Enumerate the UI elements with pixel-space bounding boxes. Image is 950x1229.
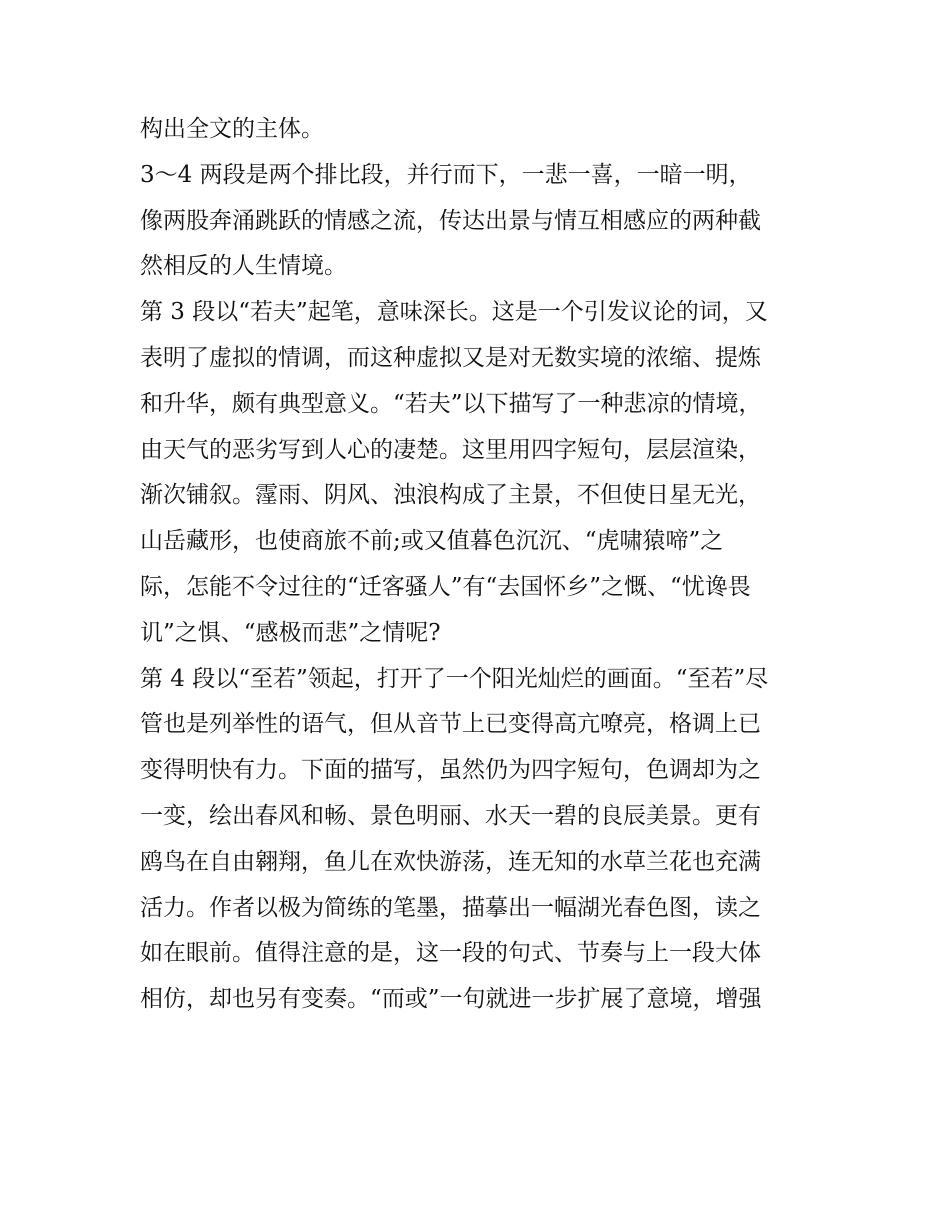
text-line: 由天气的恶劣写到人心的凄楚。这里用四字短句，层层渲染， [140, 436, 761, 463]
text-line: 第 3 段以“若夫”起笔，意味深长。这是一个引发议论的词，又 [140, 299, 768, 326]
text-line: 山岳藏形，也使商旅不前;或又值暮色沉沉、“虎啸猿啼”之 [140, 528, 724, 555]
text-line: 表明了虚拟的情调，而这种虚拟又是对无数实境的浓缩、提炼 [140, 344, 761, 371]
text-line: 3～4 两段是两个排比段，并行而下，一悲一喜，一暗一明， [140, 161, 752, 188]
text-line: 一变，绘出春风和畅、景色明丽、水天一碧的良辰美景。更有 [140, 802, 761, 829]
text-line: 讥”之惧、“感极而悲”之情呢? [140, 619, 441, 646]
text-line: 渐次铺叙。霪雨、阴风、浊浪构成了主景，不但使日星无光， [140, 482, 761, 509]
text-line: 际，怎能不令过往的“迁客骚人”有“去国怀乡”之慨、“忧谗畏 [140, 573, 751, 600]
text-line: 像两股奔涌跳跃的情感之流，传达出景与情互相感应的两种截 [140, 207, 761, 234]
body-text [140, 107, 820, 1023]
text-line: 然相反的人生情境。 [140, 253, 347, 280]
text-line: 相仿，却也另有变奏。“而或”一句就进一步扩展了意境，增强 [140, 986, 762, 1013]
text-line: 变得明快有力。下面的描写，虽然仍为四字短句，色调却为之 [140, 757, 761, 784]
text-line: 活力。作者以极为简练的笔墨，描摹出一幅湖光春色图，读之 [140, 894, 761, 921]
text-line: 第 4 段以“至若”领起，打开了一个阳光灿烂的画面。“至若”尽 [140, 665, 769, 692]
text-line: 构出全文的主体。 [140, 116, 324, 142]
text-line: 如在眼前。值得注意的是，这一段的句式、节奏与上一段大体 [140, 940, 761, 967]
text-line: 和升华，颇有典型意义。“若夫”以下描写了一种悲凉的情境， [140, 390, 762, 417]
text-line: 管也是列举性的语气，但从音节上已变得高亢嘹亮，格调上已 [140, 711, 761, 738]
text-line: 鸥鸟在自由翱翔，鱼儿在欢快游荡，连无知的水草兰花也充满 [140, 848, 761, 875]
